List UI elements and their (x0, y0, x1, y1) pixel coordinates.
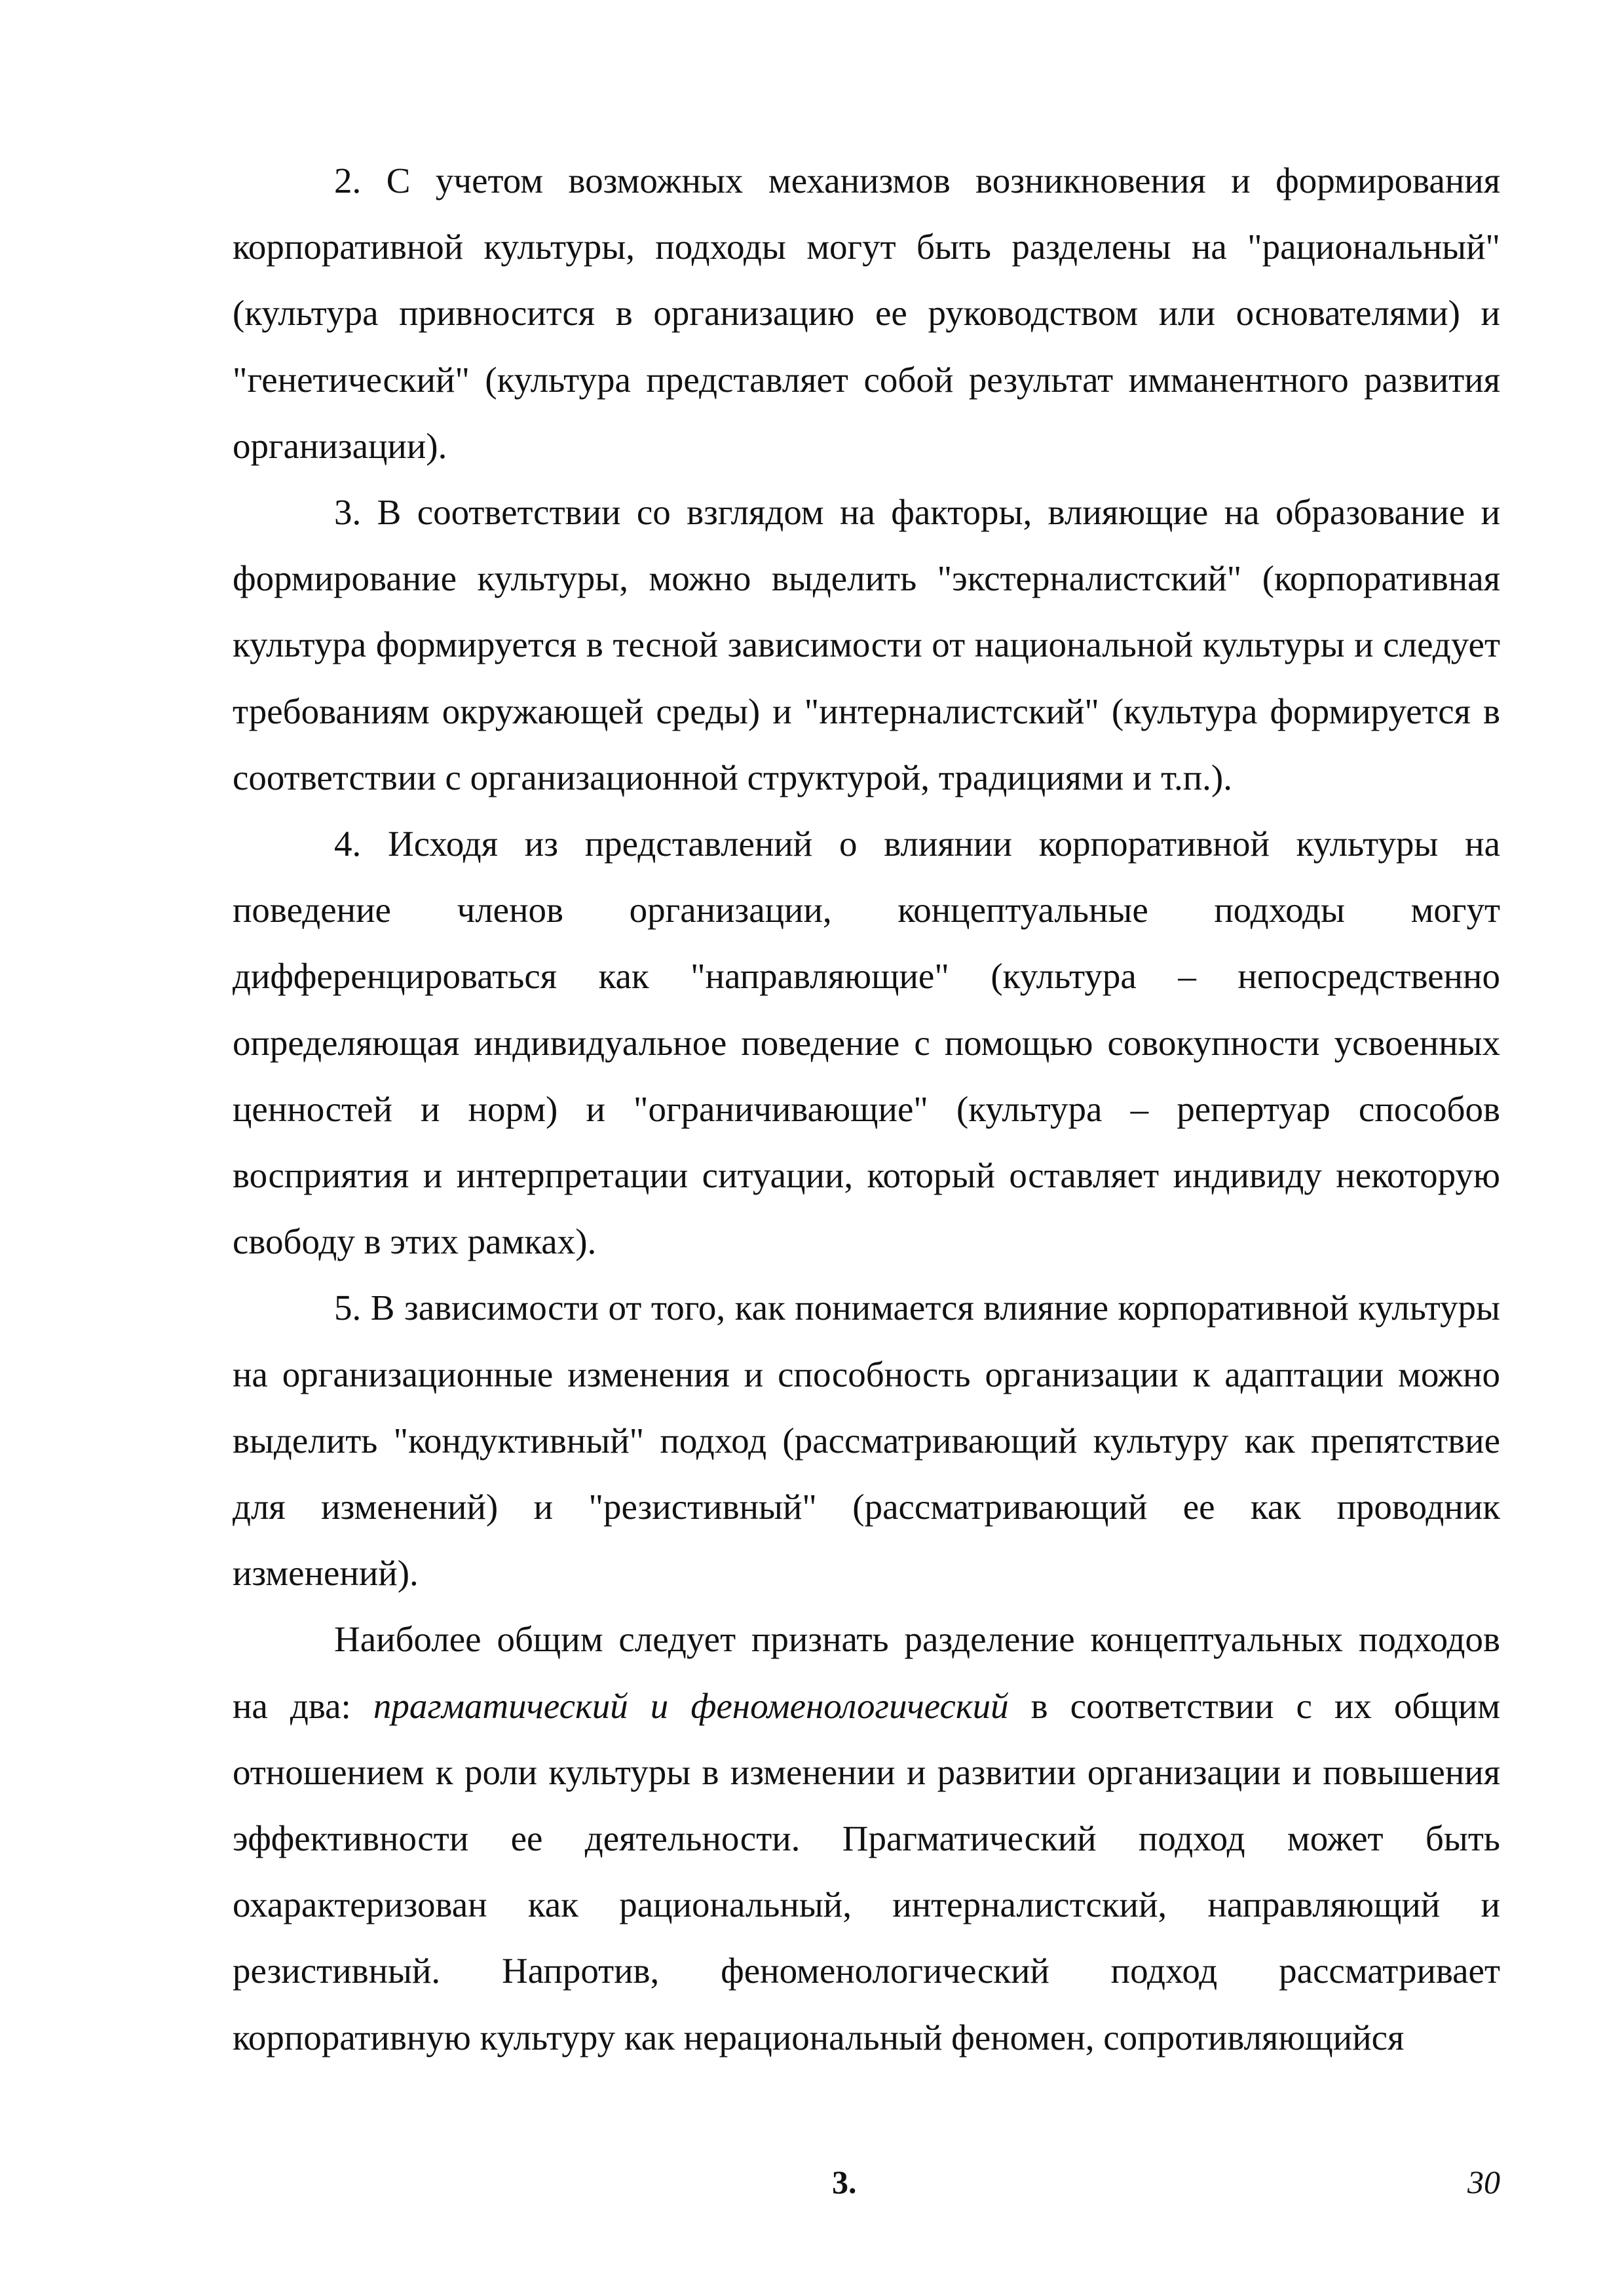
paragraph-summary (233, 1606, 1500, 2070)
summary-italic-phrase: прагматический и феноменологический (373, 1685, 1009, 1726)
paragraph-4: 4. Исходя из представлений о влиянии корпоративной культуры на поведение членов организации, концептуальные подходы могут дифференцироваться как "направляющие" (культура – непосредственно определяющая индивидуальное поведение с помощью совокупности усвоенных ценностей и норм) и "ограничивающие" (культура – репертуар способов восприятия и интерпретации ситуации, который оставляет индивиду некоторую свободу в этих рамках). (233, 824, 1500, 1262)
summary-text-start: Наиболее общим следует признать разделение концептуальных подходов на два: (233, 1619, 1500, 1726)
summary-text-end: в соответствии с их общим отношением к роли культуры в изменении и развитии организации и повышения эффективности ее деятельности. Прагматический подход может быть охарактеризован как рациональный, интерналистский, направляющий и резистивный. Напротив, феноменологический подход рассматривает корпоративную культуру как нерациональный феномен, сопротивляющийся (233, 1685, 1500, 2057)
footer-section-number: 3. (832, 2164, 857, 2200)
paragraph-5: 5. В зависимости от того, как понимается влияние корпоративной культуры на организационные изменения и способность организации к адаптации можно выделить "кондуктивный" подход (рассматривающий культуру как препятствие для изменений) и "резистивный" (рассматривающий ее как проводник изменений). (233, 1288, 1500, 1594)
page-number: 30 (1467, 2164, 1500, 2200)
body-text (233, 147, 1500, 2071)
paragraph-3: 3. В соответствии со взглядом на факторы, влияющие на образование и формирование культуры, можно выделить "экстерналистский" (корпоративная культура формируется в тесной зависимости от национальной культуры и следует требованиям окружающей среды) и "интерналистский" (культура формируется в соответствии с организационной структурой, традициями и т.п.). (233, 492, 1500, 797)
paragraph-2: 2. С учетом возможных механизмов возникновения и формирования корпоративной культуры, подходы могут быть разделены на "рациональный" (культура привносится в организацию ее руководством или основателями) и "генетический" (культура представляет собой результат имманентного развития организации). (233, 161, 1500, 466)
